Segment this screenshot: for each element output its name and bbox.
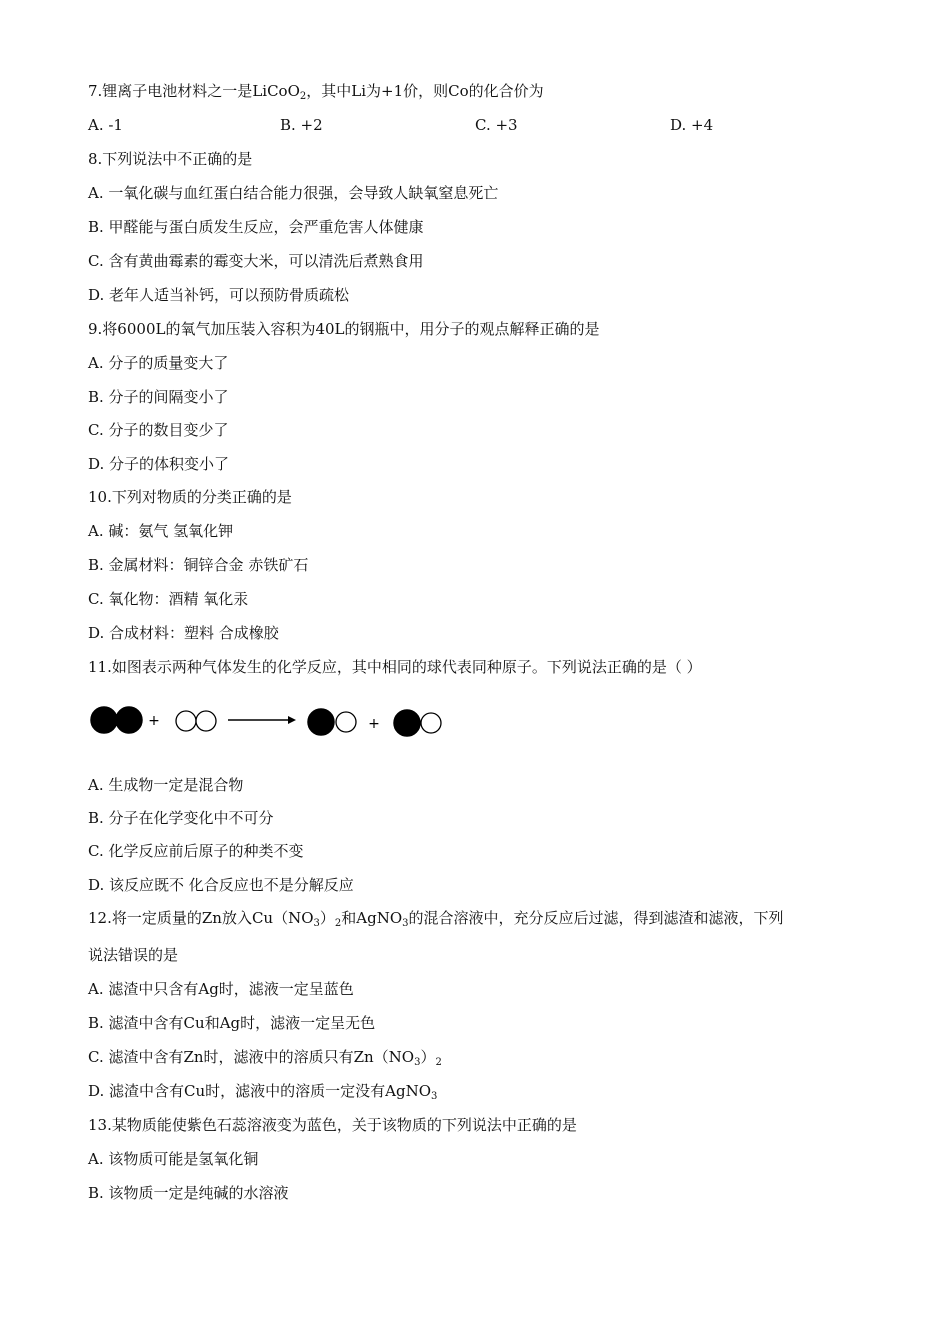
reactant-molecule-black-black [91,707,142,733]
white-atom [421,713,441,733]
black-atom [91,707,117,733]
q9-option-d: D. 分子的体积变小了 [88,455,230,473]
q10-option-d: D. 合成材料：塑料 合成橡胶 [88,624,279,642]
q8-option-c: C. 含有黄曲霉素的霉变大米，可以清洗后煮熟食用 [88,252,424,270]
q9-stem: 9.将6000L的氧气加压装入容积为40L的钢瓶中，用分子的观点解释正确的是 [88,320,600,338]
q12-stem: 12.将一定质量的Zn放入$Cu(NO_3)_2$和AgNO$_3$的混合溶液中，充分反应后过滤，得到滤渣和滤液，下列 [88,909,784,929]
black-atom [394,710,420,736]
q12-option-b: B. 滤渣中含有Cu和Ag时，滤液一定呈无色 [88,1014,376,1032]
q9-option-b: B. 分子的间隔变小了 [88,388,229,406]
q7-option-b: B. +2 [280,116,323,134]
q10-option-b: B. 金属材料：铜锌合金 赤铁矿石 [88,556,309,574]
q8-option-d: D. 老年人适当补钙，可以预防骨质疏松 [88,286,350,304]
q13-stem: 13.某物质能使紫色石蕊溶液变为蓝色，关于该物质的下列说法中正确的是 [88,1116,577,1134]
reaction-diagram [88,700,468,746]
q12-option-a: A. 滤渣中只含有Ag时，滤液一定呈蓝色 [88,980,354,998]
q13-option-b: B. 该物质一定是纯碱的水溶液 [88,1184,289,1202]
q12-stem-line2: 说法错误的是 [88,946,179,964]
reaction-arrow [228,716,296,724]
q10-stem: 10.下列对物质的分类正确的是 [88,488,292,506]
white-atom [196,711,216,731]
product-molecule-2 [394,710,441,736]
q8-option-a: A. 一氧化碳与血红蛋白结合能力很强，会导致人缺氧窒息死亡 [88,184,499,202]
black-atom [116,707,142,733]
q11-option-a: A. 生成物一定是混合物 [88,776,244,794]
q13-option-a: A. 该物质可能是氢氧化铜 [88,1150,259,1168]
q8-option-b: B. 甲醛能与蛋白质发生反应，会严重危害人体健康 [88,218,424,236]
q11-option-c: C. 化学反应前后原子的种类不变 [88,842,304,860]
q12-option-d: D. 滤渣中含有Cu时，滤液中的溶质一定没有AgNO$_3$ [88,1082,438,1102]
q11-stem: 11.如图表示两种气体发生的化学反应，其中相同的球代表同种原子。下列说法正确的是（ ） [88,658,702,676]
q10-option-c: C. 氧化物：酒精 氧化汞 [88,590,249,608]
product-molecule-1 [308,709,356,735]
q7-option-d: D. +4 [670,116,714,134]
q12-option-c: C. 滤渣中含有Zn时，滤液中的溶质只有$Zn(NO_3)_2$ [88,1048,442,1068]
q7-option-c: C. +3 [475,116,518,134]
plus-sign: + [368,716,380,732]
q11-option-d: D. 该反应既不 化合反应也不是分解反应 [88,876,354,894]
q7-stem: 7.锂离子电池材料之一是LiCoO$_2$，其中Li为+1价，则Co的化合价为 [88,82,544,102]
reactant-molecule-white-white [176,711,216,731]
q8-stem: 8.下列说法中不正确的是 [88,150,253,168]
q7-option-a: A. -1 [88,116,123,134]
black-atom [308,709,334,735]
white-atom [176,711,196,731]
plus-sign: + [148,713,160,729]
q10-option-a: A. 碱：氨气 氢氧化钾 [88,522,234,540]
q9-option-c: C. 分子的数目变少了 [88,421,229,439]
q9-option-a: A. 分子的质量变大了 [88,354,229,372]
white-atom [336,712,356,732]
q11-option-b: B. 分子在化学变化中不可分 [88,809,274,827]
